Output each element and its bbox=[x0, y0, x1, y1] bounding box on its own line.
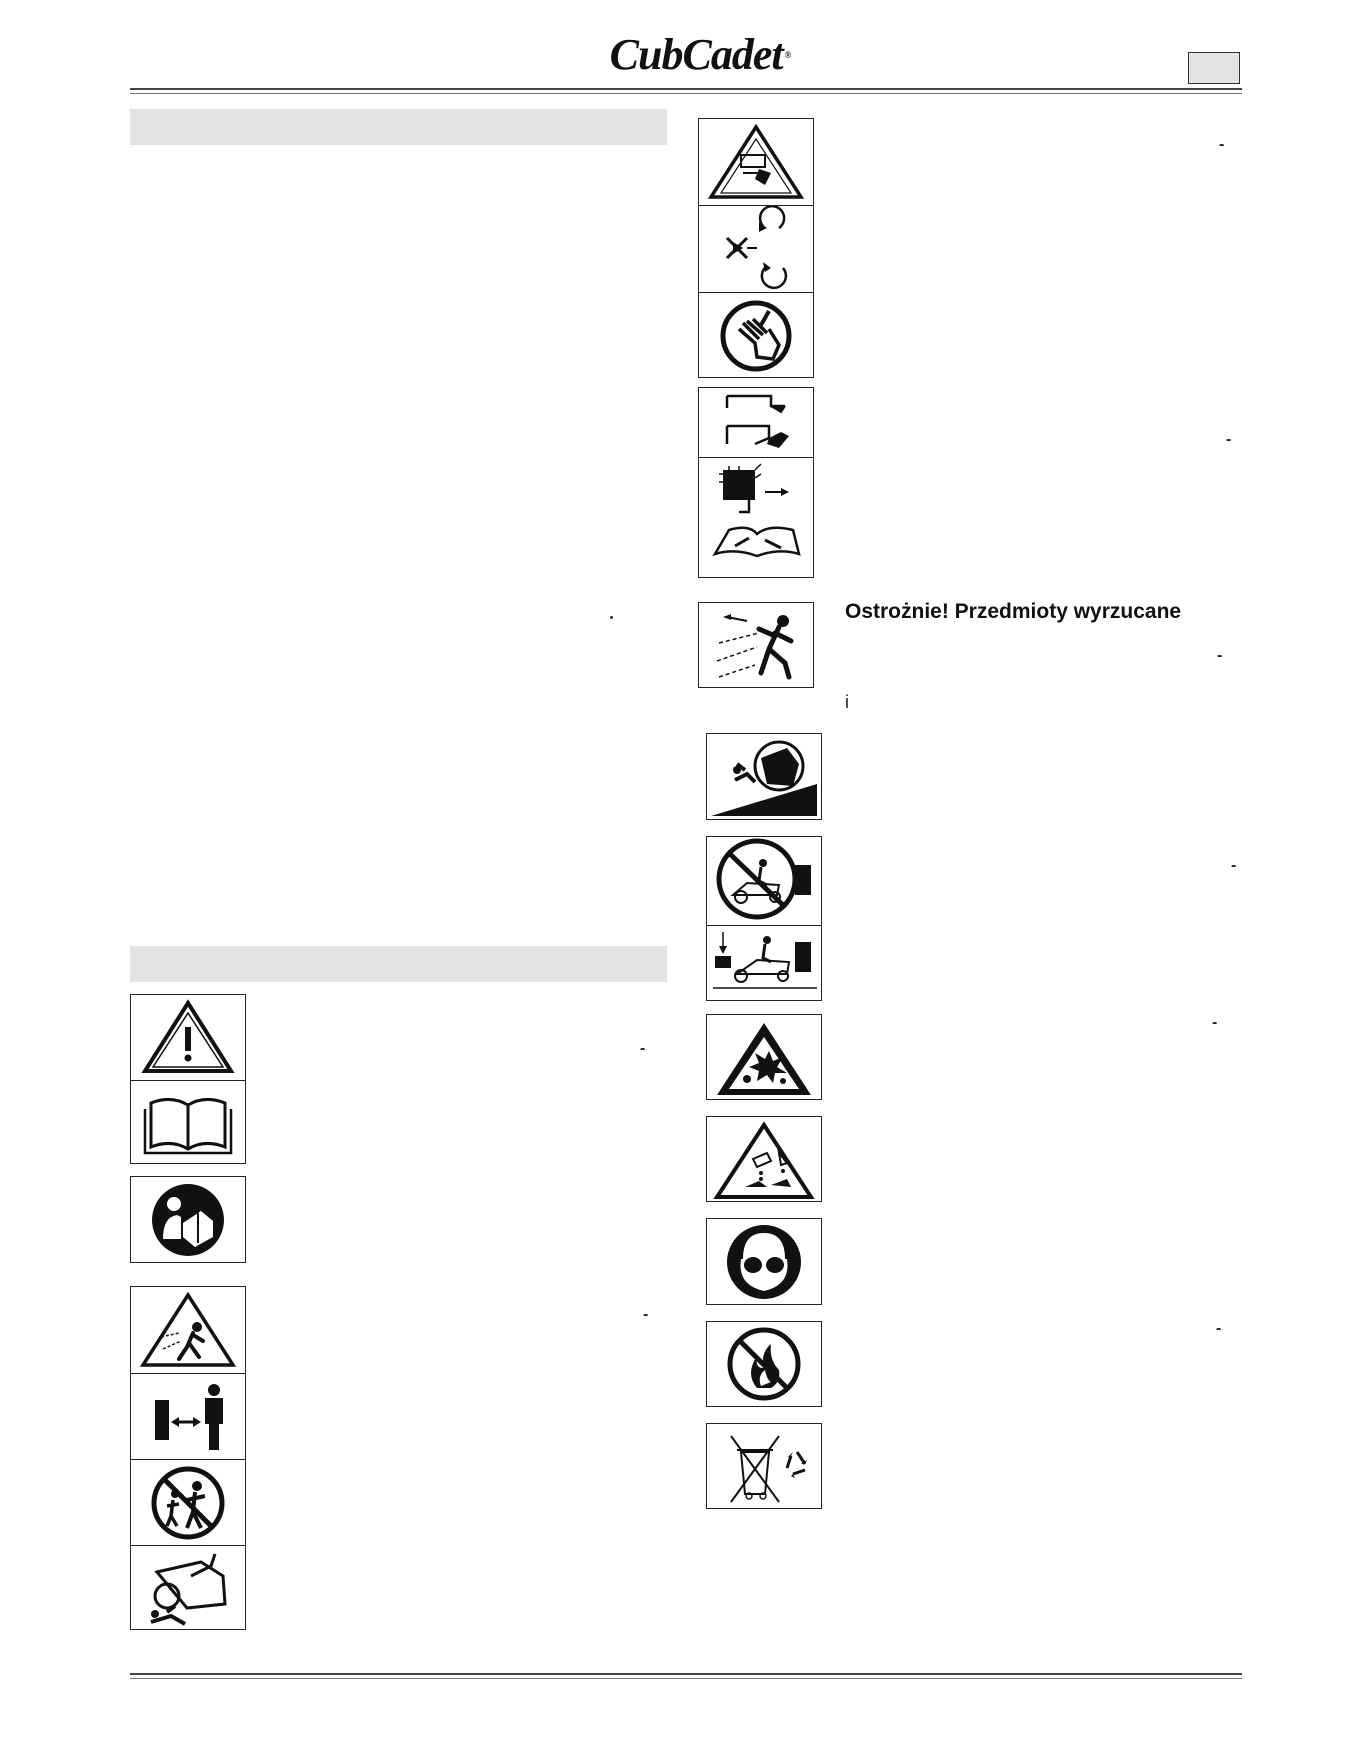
section-band-top bbox=[130, 109, 667, 145]
hyphen-mark: - bbox=[1231, 857, 1237, 874]
header-rule-thin bbox=[130, 93, 1242, 94]
hyphen-mark: - bbox=[1216, 1320, 1222, 1337]
no-children-icon bbox=[131, 1459, 245, 1545]
read-manual-icon bbox=[131, 1080, 245, 1165]
stray-dot bbox=[610, 616, 613, 619]
hyphen-mark: - bbox=[1219, 136, 1225, 153]
icon-group-maintenance bbox=[698, 387, 814, 578]
rollover-hazard-icon bbox=[131, 1545, 245, 1631]
hyphen-mark: - bbox=[640, 1040, 646, 1057]
hyphen-mark: - bbox=[1212, 1014, 1218, 1031]
recycling-icon bbox=[706, 1423, 822, 1509]
thrown-objects-heading: Ostrożnie! Przedmioty wyrzucane bbox=[845, 600, 1182, 623]
moving-blade-warning-icon bbox=[699, 119, 813, 205]
read-instructions-icon bbox=[130, 1176, 246, 1263]
registered-mark: ® bbox=[784, 50, 791, 60]
no-fire-icon bbox=[706, 1321, 822, 1407]
explosion-warning-icon bbox=[706, 1014, 822, 1100]
slope-limit-icon bbox=[707, 925, 821, 1002]
slope-rollover-icon bbox=[706, 733, 822, 820]
rotating-parts-icon bbox=[699, 205, 813, 292]
language-tab bbox=[1188, 52, 1240, 84]
bystander-warning-icon bbox=[131, 1287, 245, 1373]
corrosive-warning-icon bbox=[706, 1116, 822, 1202]
hyphen-mark: - bbox=[1217, 647, 1223, 664]
footer-rule-thin bbox=[130, 1678, 1242, 1679]
footer-rule bbox=[130, 1673, 1242, 1675]
brand-logo bbox=[580, 30, 820, 79]
header-rule bbox=[130, 88, 1242, 90]
keep-distance-icon bbox=[131, 1373, 245, 1459]
icon-group-warning-manual bbox=[130, 994, 246, 1164]
section-band-symbols bbox=[130, 946, 667, 982]
no-hands-icon bbox=[699, 292, 813, 379]
no-passengers-icon bbox=[707, 837, 821, 925]
stray-letter: i bbox=[845, 692, 849, 712]
blade-engage-icon bbox=[699, 388, 813, 457]
hyphen-mark: - bbox=[1226, 431, 1232, 448]
general-warning-icon bbox=[131, 995, 245, 1080]
no-passengers-slope-icon bbox=[706, 836, 822, 1001]
maintenance-manual-icon bbox=[699, 457, 813, 579]
icon-group-blades bbox=[698, 118, 814, 378]
eye-protection-icon bbox=[706, 1218, 822, 1305]
brand-logo-text: CubCadet bbox=[609, 30, 783, 79]
icon-group-bystanders bbox=[130, 1286, 246, 1630]
hyphen-mark: - bbox=[643, 1306, 649, 1323]
thrown-objects-warning-icon bbox=[698, 602, 814, 688]
